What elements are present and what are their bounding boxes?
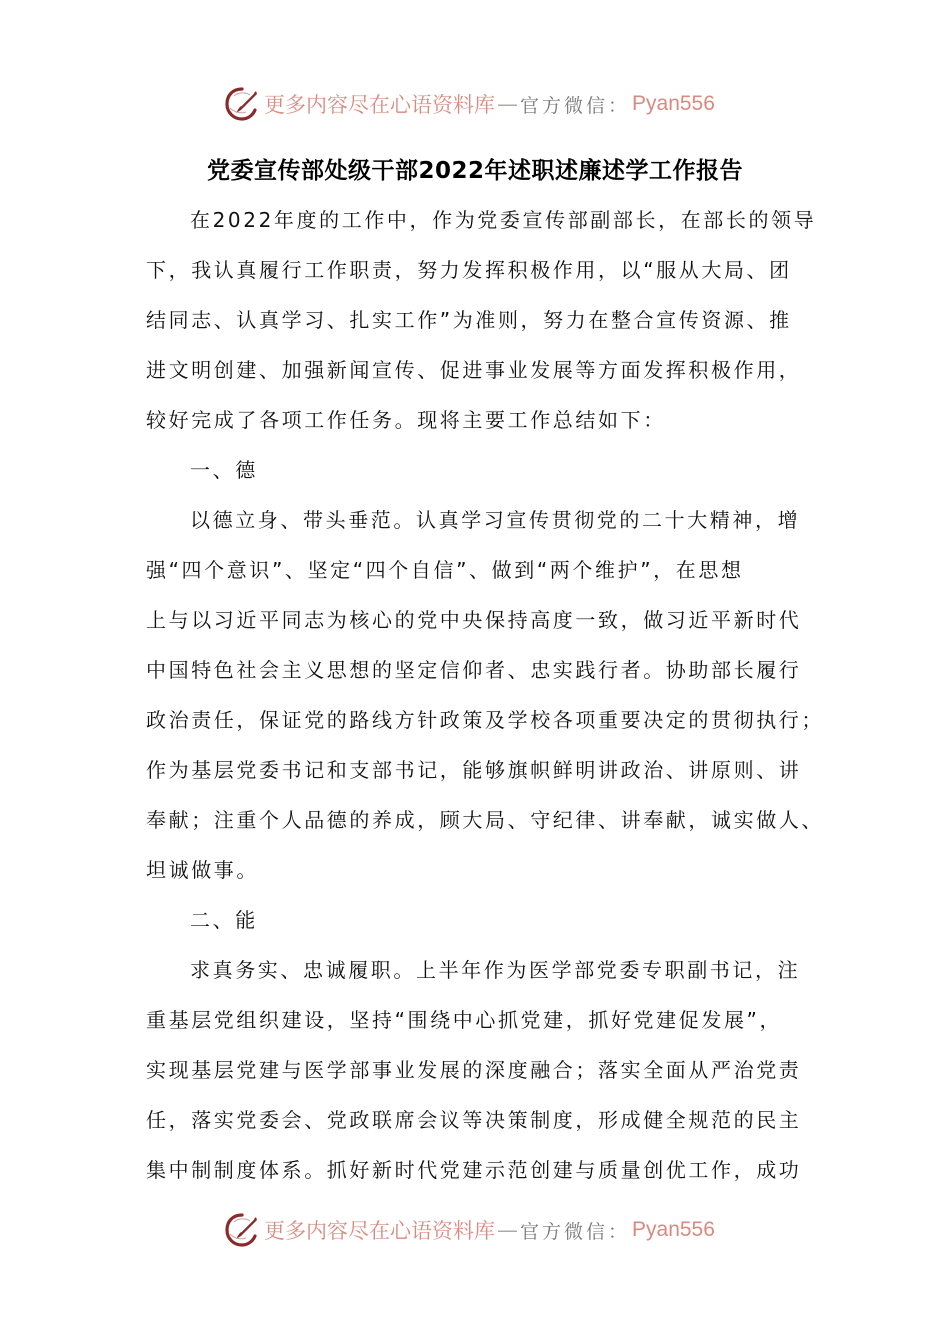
body-line: 政治责任，保证党的路线方针政策及学校各项重要决定的贯彻执行； <box>146 708 824 732</box>
body-line: 进文明创建、加强新闻宣传、促进事业发展等方面发挥积极作用， <box>146 358 802 382</box>
watermark-wechat-label: 官方微信： <box>520 1220 631 1243</box>
body-line: 结同志、认真学习、扎实工作”为准则，努力在整合宣传资源、推 <box>146 308 792 332</box>
section-heading-neng: 二、能 <box>190 908 258 932</box>
watermark-wechat-label: 官方微信： <box>520 94 631 117</box>
body-line: 坦诚做事。 <box>146 858 259 882</box>
header-watermark <box>224 82 715 126</box>
body-line: 强“四个意识”、坚定“四个自信”、做到“两个维护”，在思想 <box>146 558 744 582</box>
watermark-dash: — <box>497 92 518 116</box>
body-line: 下，我认真履行工作职责，努力发挥积极作用，以“服从大局、团 <box>146 258 792 282</box>
quill-pen-logo-icon <box>224 86 260 122</box>
watermark-wechat-id: Pyan556 <box>632 92 715 115</box>
body-line: 中国特色社会主义思想的坚定信仰者、忠实践行者。协助部长履行 <box>146 658 802 682</box>
body-line: 奉献；注重个人品德的养成，顾大局、守纪律、讲奉献，诚实做人、 <box>146 808 824 832</box>
body-line: 任，落实党委会、党政联席会议等决策制度，形成健全规范的民主 <box>146 1108 802 1132</box>
body-line: 在2022年度的工作中，作为党委宣传部副部长，在部长的领导 <box>190 208 817 232</box>
document-body <box>146 195 826 1195</box>
body-line: 集中制制度体系。抓好新时代党建示范创建与质量创优工作，成功 <box>146 1158 802 1182</box>
body-line: 重基层党组织建设，坚持“围绕中心抓党建，抓好党建促发展”， <box>146 1008 783 1032</box>
body-line: 上与以习近平同志为核心的党中央保持高度一致，做习近平新时代 <box>146 608 802 632</box>
footer-watermark <box>224 1208 715 1252</box>
document-title: 党委宣传部处级干部2022年述职述廉述学工作报告 <box>206 158 743 184</box>
section-heading-de: 一、德 <box>190 458 258 482</box>
quill-pen-logo-icon <box>224 1212 260 1248</box>
watermark-slogan: 更多内容尽在心语资料库 <box>264 1219 495 1243</box>
watermark-wechat-id: Pyan556 <box>632 1218 715 1241</box>
watermark-dash: — <box>497 1218 518 1242</box>
body-line: 求真务实、忠诚履职。上半年作为医学部党委专职副书记，注 <box>190 958 801 982</box>
body-line: 以德立身、带头垂范。认真学习宣传贯彻党的二十大精神，增 <box>190 508 801 532</box>
body-line: 作为基层党委书记和支部书记，能够旗帜鲜明讲政治、讲原则、讲 <box>146 758 802 782</box>
watermark-slogan: 更多内容尽在心语资料库 <box>264 93 495 117</box>
body-line: 较好完成了各项工作任务。现将主要工作总结如下： <box>146 408 666 432</box>
body-line: 实现基层党建与医学部事业发展的深度融合；落实全面从严治党责 <box>146 1058 802 1082</box>
